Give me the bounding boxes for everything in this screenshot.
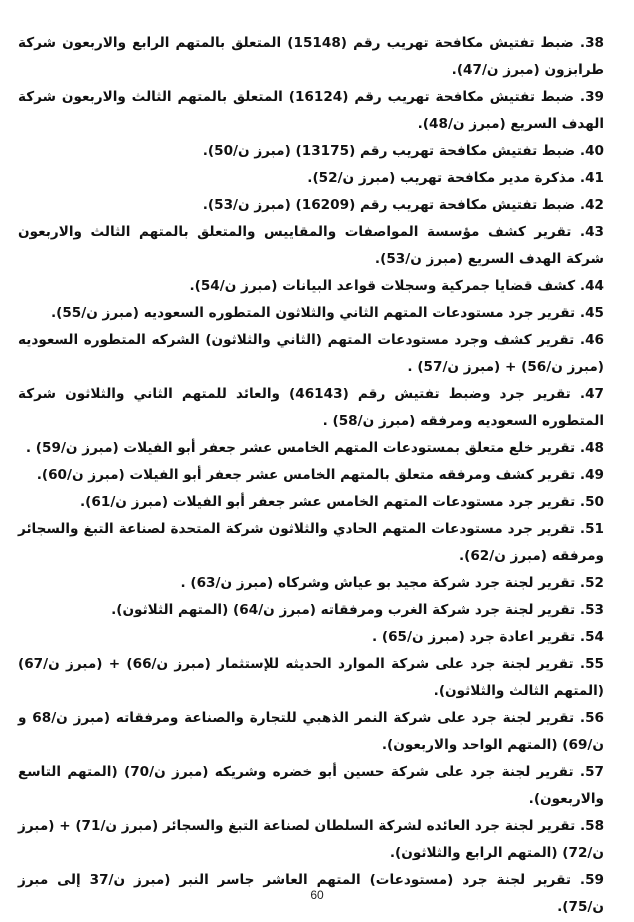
item-number: 58. <box>579 818 605 834</box>
list-item <box>18 30 604 84</box>
list-item <box>18 597 604 624</box>
item-number: 45. <box>579 305 604 321</box>
item-text: تقرير جرد مستودعات المتهم الثاني والثلاثون المتطوره السعوديه (مبرز ن/55). <box>50 305 576 321</box>
item-number: 51. <box>579 521 605 537</box>
item-text: ضبط تفتيش مكافحة تهريب رقم (13175) (مبرز ن/50). <box>202 143 576 159</box>
list-item <box>18 624 604 651</box>
list-item <box>18 165 604 192</box>
item-text: تقرير لجنة جرد على شركة النمر الذهبي للتجارة والصناعة ومرفقاته (مبرز ن/68 و ن/69) (المتهم الواحد والاربعون). <box>18 710 604 753</box>
list-item <box>18 84 604 138</box>
item-text: مذكرة مدير مكافحة تهريب (مبرز ن/52). <box>307 170 576 186</box>
item-number: 57. <box>579 764 604 780</box>
item-number: 39. <box>579 89 605 105</box>
list-item <box>18 570 604 597</box>
item-text: تقرير جرد وضبط تفتيش رقم (46143) والعائد للمتهم الثاني والثلاثون شركة المتطوره السعوديه ومرفقه (مبرز ن/58) . <box>18 386 604 429</box>
item-number: 50. <box>579 494 604 510</box>
exhibit-list <box>18 30 604 921</box>
item-number: 40. <box>579 143 604 159</box>
list-item <box>18 435 604 462</box>
item-text: تقرير لجنة جرد (مستودعات) المتهم العاشر جاسر النبر (مبرز ن/37 إلى مبرز ن/75). <box>18 872 604 915</box>
item-text: تقرير كشف ومرفقه متعلق بالمتهم الخامس عشر جعفر أبو الفيلات (مبرز ن/60). <box>36 467 576 483</box>
item-number: 47. <box>579 386 604 402</box>
item-number: 53. <box>579 602 604 618</box>
item-text: تقرير لجنة جرد على شركة الموارد الحديثه للإستثمار (مبرز ن/66) + (مبرز ن/67) (المتهم الثالث والثلاثون). <box>18 656 604 699</box>
list-item <box>18 651 604 705</box>
item-number: 41. <box>579 170 604 186</box>
item-text: تقرير اعادة جرد (مبرز ن/65) . <box>371 629 576 645</box>
item-text: ضبط تفتيش مكافحة تهريب رقم (16124) المتعلق بالمتهم الثالث والاربعون شركة الهدف السريع (مبرز ن/48). <box>18 89 604 132</box>
list-item <box>18 516 604 570</box>
item-text: ضبط تفتيش مكافحة تهريب رقم (15148) المتعلق بالمتهم الرابع والاربعون شركة طرابزون (مبرز ن/47). <box>18 35 604 78</box>
item-number: 46. <box>579 332 605 348</box>
list-item <box>18 759 604 813</box>
item-number: 38. <box>579 35 605 51</box>
item-text: تقرير لجنة جرد العائده لشركة السلطان لصناعة التبغ والسجائر (مبرز ن/71) + (مبرز ن/72) (المتهم الرابع والثلاثون). <box>18 818 604 861</box>
item-number: 59. <box>579 872 605 888</box>
list-item <box>18 489 604 516</box>
item-text: تقرير جرد مستودعات المتهم الخامس عشر جعفر أبو الفيلات (مبرز ن/61). <box>80 494 576 510</box>
item-number: 44. <box>579 278 604 294</box>
list-item <box>18 327 604 381</box>
item-number: 56. <box>579 710 604 726</box>
page-number: 60 <box>310 888 324 902</box>
item-number: 54. <box>579 629 604 645</box>
item-number: 42. <box>579 197 604 213</box>
list-item <box>18 300 604 327</box>
item-number: 43. <box>579 224 604 240</box>
item-number: 49. <box>579 467 604 483</box>
item-number: 48. <box>579 440 604 456</box>
list-item <box>18 192 604 219</box>
item-text: تقرير كشف مؤسسة المواصفات والمقاييس والمتعلق بالمتهم الثالث والاربعون شركة الهدف السريع (مبرز ن/53). <box>18 224 604 267</box>
item-text: تقرير كشف وجرد مستودعات المتهم (الثاني والثلاثون) الشركه المتطوره السعوديه (مبرز ن/56) + (مبرز ن/57) . <box>18 332 604 375</box>
item-text: تقرير لجنة جرد شركة مجيد بو عياش وشركاه (مبرز ن/63) . <box>180 575 576 591</box>
item-number: 55. <box>579 656 604 672</box>
list-item <box>18 462 604 489</box>
item-text: تقرير خلع متعلق بمستودعات المتهم الخامس عشر جعفر أبو الفيلات (مبرز ن/59) . <box>25 440 576 456</box>
list-item <box>18 138 604 165</box>
list-item <box>18 273 604 300</box>
list-item <box>18 219 604 273</box>
item-text: تقرير جرد مستودعات المتهم الحادي والثلاثون شركة المتحدة لصناعة التبغ والسجائر ومرفقه (مبرز ن/62). <box>18 521 604 564</box>
list-item <box>18 705 604 759</box>
item-text: تقرير لجنة جرد على شركة حسين أبو خضره وشريكه (مبرز ن/70) (المتهم التاسع والاربعون). <box>18 764 604 807</box>
list-item <box>18 381 604 435</box>
item-number: 52. <box>579 575 604 591</box>
list-item <box>18 813 604 867</box>
item-text: ضبط تفتيش مكافحة تهريب رقم (16209) (مبرز ن/53). <box>202 197 576 213</box>
item-text: كشف قضايا جمركية وسجلات قواعد البيانات (مبرز ن/54). <box>189 278 576 294</box>
item-text: تقرير لجنة جرد شركة الغرب ومرفقاته (مبرز ن/64) (المتهم الثلاثون). <box>111 602 576 618</box>
